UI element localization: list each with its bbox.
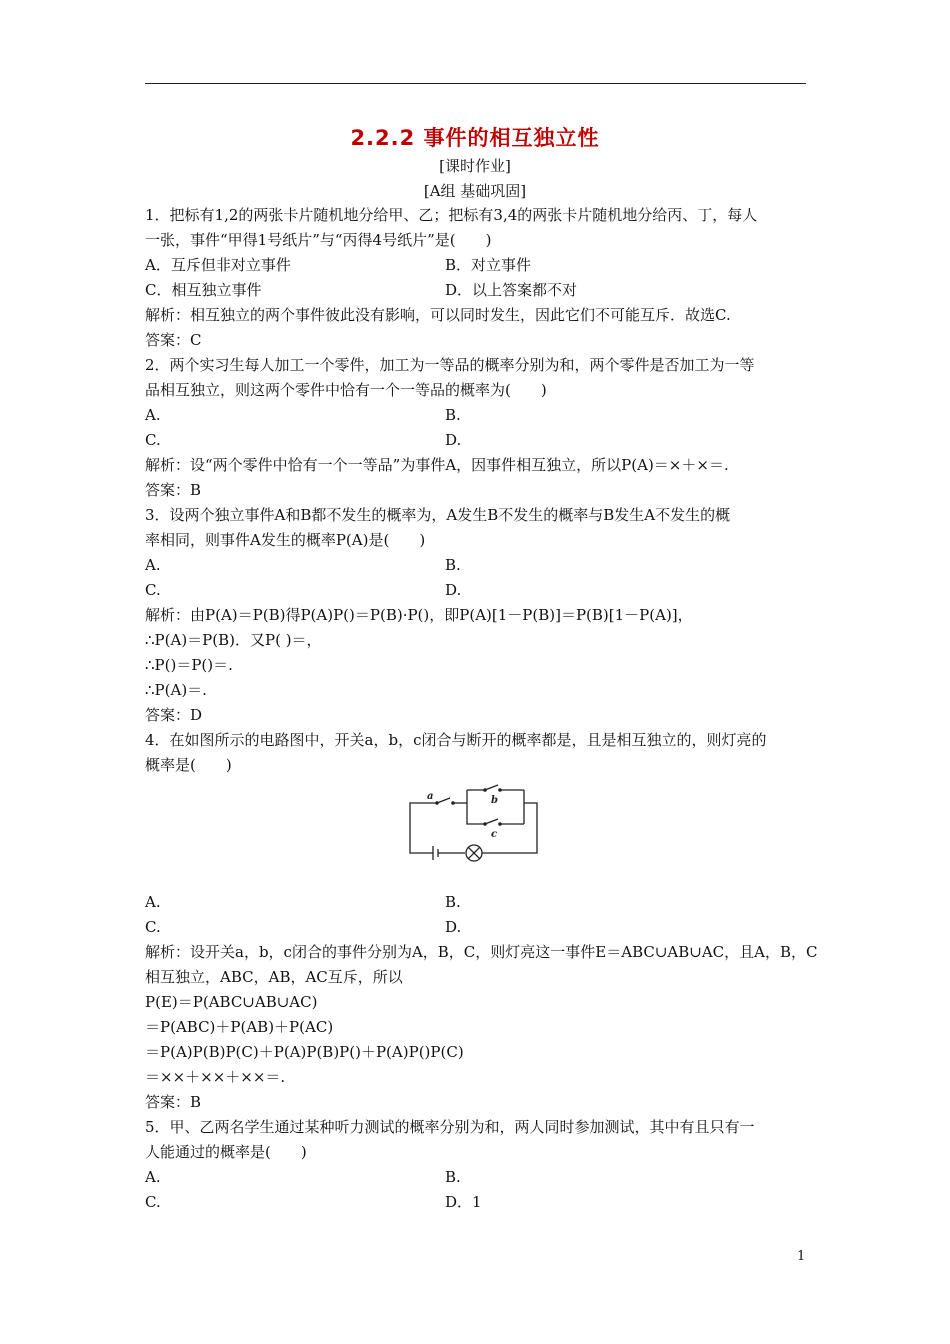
option-row	[145, 890, 807, 915]
option-right: B.	[445, 893, 461, 911]
page-title: 2.2.2 事件的相互独立性	[350, 126, 600, 150]
option-row	[145, 428, 807, 453]
text-line: 答案：D	[145, 706, 203, 724]
option-left: A.	[145, 556, 161, 574]
text-line: 3．设两个独立事件A和B都不发生的概率为，A发生B不发生的概率与B发生A不发生的概	[145, 506, 731, 524]
option-right: D.	[445, 918, 462, 936]
text-line: 5．甲、乙两名学生通过某种听力测试的概率分别为和，两人同时参加测试，其中有且只有一	[145, 1118, 755, 1136]
text-line: 解析：设“两个零件中恰有一个一等品”为事件A，因事件相互独立，所以P(A)＝×＋×＝.	[145, 456, 729, 474]
option-right: B.	[445, 406, 461, 424]
text-line: 1．把标有1,2的两张卡片随机地分给甲、乙；把标有3,4的两张卡片随机地分给丙、丁，每人	[145, 206, 758, 224]
text-line: 一张，事件“甲得1号纸片”与“丙得4号纸片”是( )	[145, 231, 492, 249]
text-line: 人能通过的概率是( )	[145, 1143, 307, 1161]
text-line: 解析：相互独立的两个事件彼此没有影响，可以同时发生，因此它们不可能互斥．故选C.	[145, 306, 731, 324]
text-line: ∴P()＝P()＝.	[145, 656, 233, 674]
text-line: 答案：C	[145, 331, 202, 349]
option-right: D.	[445, 431, 462, 449]
option-left: C.	[145, 431, 161, 449]
text-line: 4．在如图所示的电路图中，开关a，b，c闭合与断开的概率都是，且是相互独立的，则灯亮的	[145, 731, 767, 749]
option-left: C.	[145, 1193, 161, 1211]
option-left: C.	[145, 581, 161, 599]
text-line: 解析：设开关a，b，c闭合的事件分别为A，B，C，则灯亮这一事件E＝ABC∪AB∪AC，且A，B，C	[145, 943, 818, 961]
header-rule	[145, 83, 806, 84]
option-row	[145, 553, 807, 578]
option-row	[145, 278, 807, 303]
option-row	[145, 253, 807, 278]
text-line: ∴P(A)＝.	[145, 681, 207, 699]
option-row	[145, 578, 807, 603]
option-right: D．以上答案都不对	[445, 281, 578, 299]
page-number: 1	[797, 1249, 806, 1264]
text-line: 品相互独立，则这两个零件中恰有一个一等品的概率为( )	[145, 381, 547, 399]
option-left: C．相互独立事件	[145, 281, 262, 299]
option-left: C.	[145, 918, 161, 936]
option-left: A．互斥但非对立事件	[145, 256, 291, 274]
option-row	[145, 1190, 807, 1215]
text-line: ＝P(ABC)＋P(AB)＋P(AC)	[145, 1018, 334, 1036]
option-left: A.	[145, 1168, 161, 1186]
option-row	[145, 1165, 807, 1190]
option-left: A.	[145, 893, 161, 911]
text-line: ＝P(A)P(B)P(C)＋P(A)P(B)P()＋P(A)P()P(C)	[145, 1043, 464, 1061]
switch-b-label: b	[491, 795, 498, 806]
switch-a-label: a	[427, 791, 434, 802]
text-line: 概率是( )	[145, 756, 232, 774]
option-right: B．对立事件	[445, 256, 532, 274]
text-line: 2．两个实习生每人加工一个零件，加工为一等品的概率分别为和，两个零件是否加工为一等	[145, 356, 755, 374]
text-line: 答案：B	[145, 481, 202, 499]
option-row	[145, 403, 807, 428]
text-line: 答案：B	[145, 1093, 202, 1111]
text-line: ＝××＋××＋××＝.	[145, 1068, 286, 1086]
text-line: ∴P(A)＝P(B)．又P( )＝，	[145, 631, 322, 649]
text-line: P(E)＝P(ABC∪AB∪AC)	[145, 993, 318, 1011]
circuit-diagram	[407, 782, 542, 862]
text-line: 解析：由P(A)＝P(B)得P(A)P()＝P(B)·P()，即P(A)[1－P(B)]＝P(B)[1－P(A)]，	[145, 606, 693, 624]
option-right: D．1	[445, 1193, 482, 1211]
switch-c-label: c	[491, 829, 498, 840]
subtitle-homework: [课时作业]	[439, 157, 511, 175]
document-body	[145, 203, 818, 1215]
option-left: A.	[145, 406, 161, 424]
option-right: D.	[445, 581, 462, 599]
option-right: B.	[445, 556, 461, 574]
text-line: 率相同，则事件A发生的概率P(A)是( )	[145, 531, 426, 549]
subtitle-group: [A组 基础巩固]	[423, 182, 527, 200]
circuit-figure	[145, 778, 807, 890]
option-right: B.	[445, 1168, 461, 1186]
option-row	[145, 915, 807, 940]
text-line: 相互独立，ABC，AB，AC互斥，所以	[145, 968, 403, 986]
